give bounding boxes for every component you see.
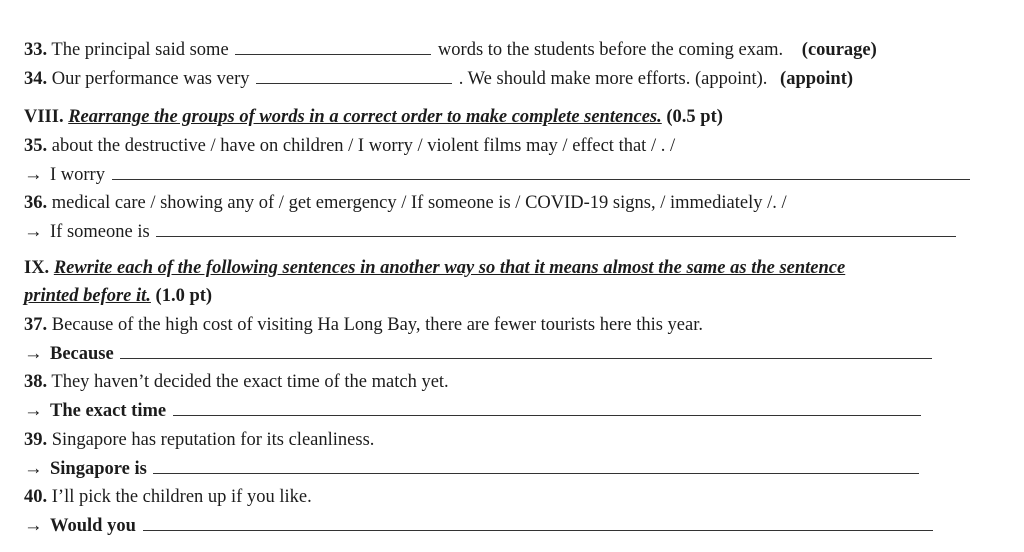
answer-blank[interactable]	[156, 220, 956, 237]
answer-blank[interactable]	[112, 163, 970, 180]
section-points: (1.0 pt)	[155, 286, 213, 306]
answer-start: The exact time	[50, 401, 167, 421]
section-9-heading-cont	[24, 283, 212, 309]
question-35	[24, 133, 675, 159]
answer-line-35	[24, 162, 972, 188]
section-number: VIII.	[24, 107, 64, 127]
question-number: 35.	[24, 136, 48, 156]
arrow-icon: →	[24, 459, 43, 479]
section-points: (0.5 pt)	[666, 107, 723, 127]
section-number: IX.	[24, 258, 50, 278]
question-33	[24, 37, 877, 63]
question-text: Singapore has reputation for its cleanliness.	[51, 430, 375, 450]
answer-line-37	[24, 341, 934, 367]
question-text: about the destructive / have on children / I worry / violent films may / effect that / . /	[51, 136, 676, 156]
answer-blank[interactable]	[173, 399, 921, 416]
answer-blank[interactable]	[235, 38, 431, 55]
question-34	[24, 66, 853, 92]
question-number: 38.	[24, 372, 48, 392]
arrow-icon: →	[24, 222, 43, 242]
question-text: medical care / showing any of / get emergency / If someone is / COVID-19 signs, / immediately /. /	[51, 193, 787, 213]
section-title: printed before it.	[24, 286, 151, 306]
question-37	[24, 312, 703, 338]
answer-blank[interactable]	[153, 457, 919, 474]
question-39	[24, 427, 374, 453]
question-number: 36.	[24, 193, 48, 213]
question-number: 39.	[24, 430, 48, 450]
question-40	[24, 484, 312, 510]
answer-start: Would you	[50, 516, 136, 536]
answer-blank[interactable]	[143, 514, 933, 531]
question-text: Our performance was very	[51, 69, 250, 89]
question-text: I’ll pick the children up if you like.	[51, 487, 312, 507]
section-title: Rewrite each of the following sentences in another way so that it means almost the same as the sentence	[53, 258, 846, 278]
question-text: words to the students before the coming exam.	[437, 40, 784, 60]
answer-start: I worry	[50, 165, 105, 185]
arrow-icon: →	[24, 401, 43, 421]
question-text: The principal said some	[51, 40, 229, 60]
section-title: Rearrange the groups of words in a correct order to make complete sentences.	[68, 107, 662, 127]
question-number: 40.	[24, 487, 48, 507]
question-number: 37.	[24, 315, 48, 335]
word-hint: (courage)	[801, 40, 877, 60]
question-36	[24, 190, 787, 216]
answer-start: Because	[50, 344, 114, 364]
question-number: 33.	[24, 40, 48, 60]
question-38	[24, 369, 449, 395]
answer-line-38	[24, 398, 923, 424]
question-number: 34.	[24, 69, 48, 89]
answer-blank[interactable]	[120, 342, 932, 359]
arrow-icon: →	[24, 516, 43, 536]
word-hint: (appoint)	[780, 69, 854, 89]
answer-blank[interactable]	[256, 67, 452, 84]
arrow-icon: →	[24, 344, 43, 364]
answer-line-36	[24, 219, 958, 245]
question-text: . We should make more efforts. (appoint).	[458, 69, 768, 89]
answer-line-39	[24, 456, 921, 482]
answer-start: If someone is	[50, 222, 150, 242]
arrow-icon: →	[24, 165, 43, 185]
section-9-heading	[24, 255, 845, 281]
question-text: Because of the high cost of visiting Ha Long Bay, there are fewer tourists here this year.	[51, 315, 703, 335]
section-8-heading	[24, 104, 723, 130]
answer-line-40	[24, 513, 935, 539]
answer-start: Singapore is	[50, 459, 147, 479]
question-text: They haven’t decided the exact time of the match yet.	[51, 372, 449, 392]
